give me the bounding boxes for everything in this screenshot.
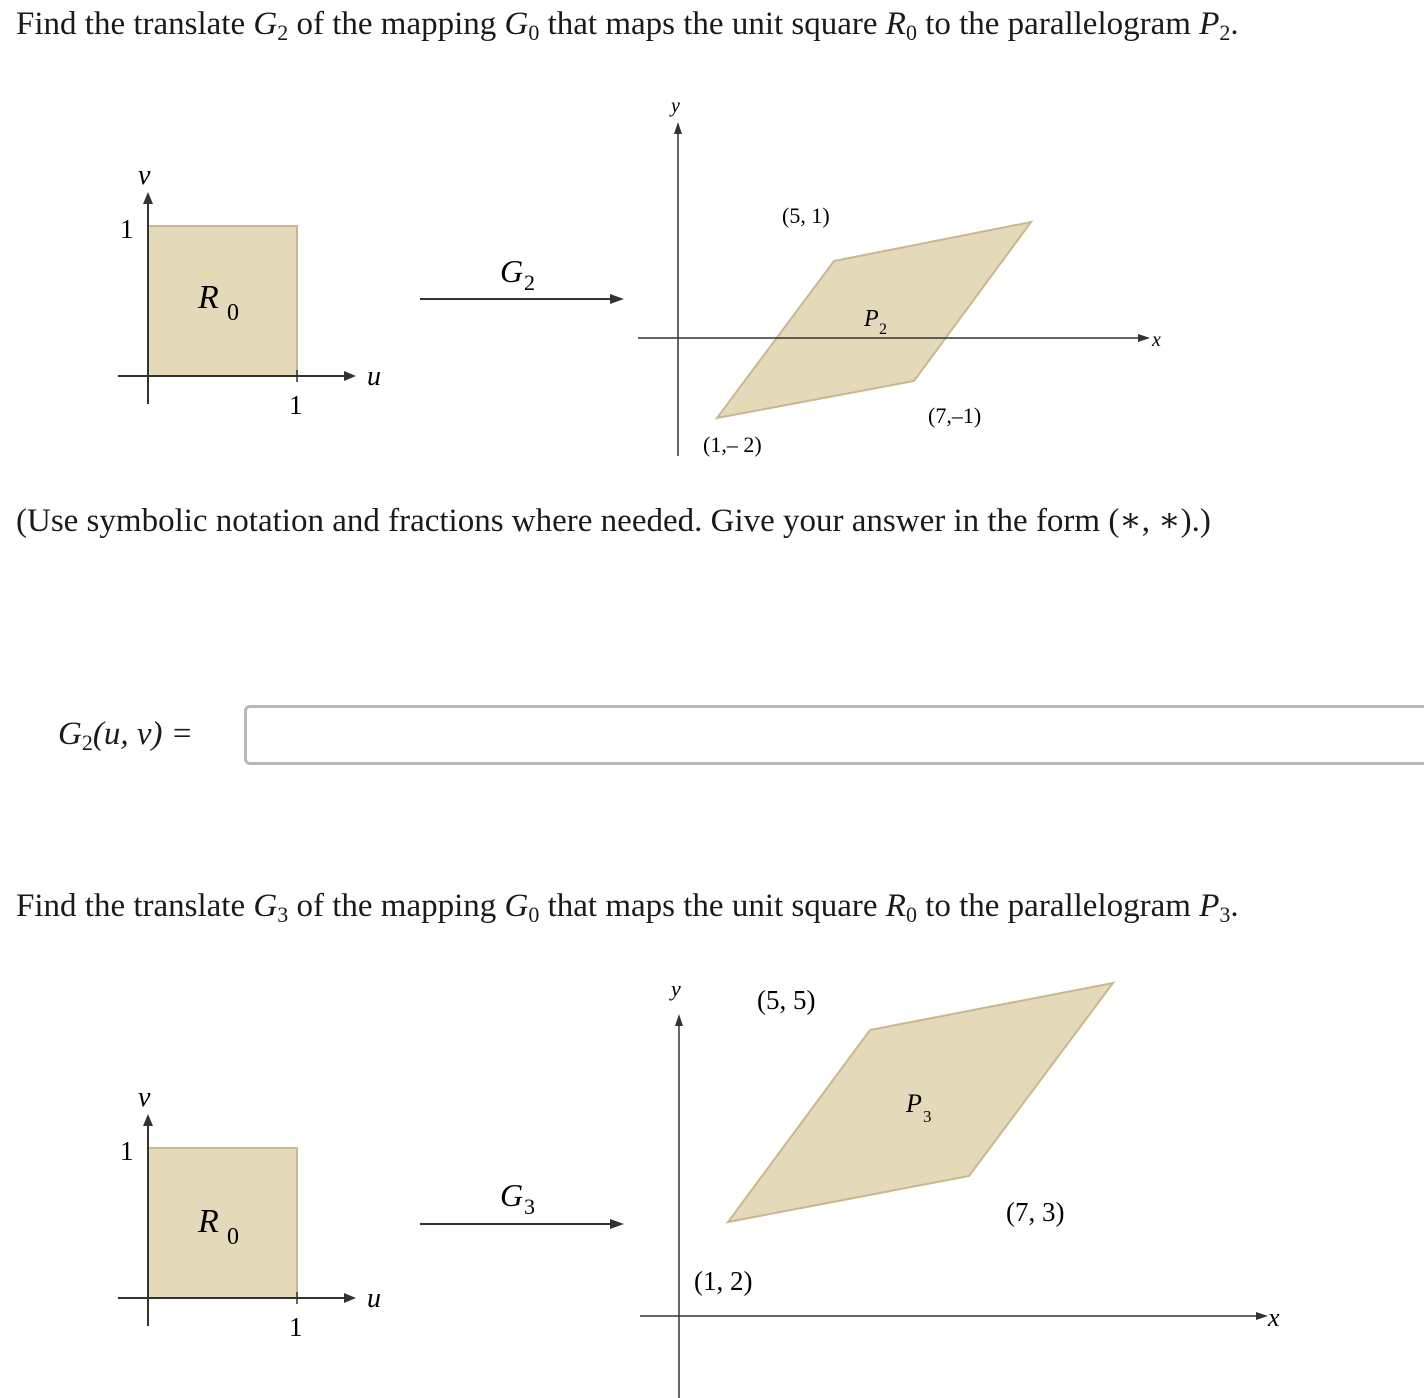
answer-g-subscript: 2 <box>81 730 93 755</box>
p-symbol: P <box>1199 6 1220 42</box>
square-label-subscript: 0 <box>227 300 239 326</box>
r-symbol: R <box>885 6 906 42</box>
question-text: of the mapping <box>288 888 505 924</box>
unit-square-plot <box>118 1082 381 1342</box>
vertex-label-bottom: (1,– 2) <box>703 432 762 457</box>
v-axis-arrow-icon <box>143 192 153 204</box>
p-symbol: P <box>1199 888 1220 924</box>
unit-square <box>148 226 297 376</box>
x-axis-arrow-icon <box>1138 334 1150 342</box>
mapping-arrow <box>420 1177 624 1229</box>
mapping-label: G <box>500 253 524 289</box>
vertex-label-right: (7,–1) <box>928 403 982 428</box>
v-tick-label: 1 <box>120 214 134 244</box>
question-text: . <box>1230 6 1239 42</box>
square-label: R <box>198 279 219 316</box>
r-symbol: R <box>885 888 906 924</box>
mapping-arrow <box>420 253 624 304</box>
question-text: Find the translate <box>16 888 254 924</box>
u-tick-label: 1 <box>289 390 303 420</box>
g-symbol: G <box>253 6 278 42</box>
question-text: of the mapping <box>288 6 505 42</box>
u-axis-arrow-icon <box>344 1293 356 1303</box>
u-tick-label: 1 <box>289 1312 303 1342</box>
g0-symbol: G <box>504 888 529 924</box>
v-axis-label: v <box>138 1082 151 1113</box>
figure-2 <box>0 960 1424 1398</box>
p-subscript: 2 <box>1219 20 1231 45</box>
x-axis-label: x <box>1152 329 1161 351</box>
g0-symbol: G <box>504 6 529 42</box>
parallelogram-label-subscript: 3 <box>923 1107 932 1126</box>
y-axis-arrow-icon <box>675 1014 683 1026</box>
question-2 <box>16 888 1239 925</box>
question-text: that maps the unit square <box>539 888 886 924</box>
arrow-right-icon <box>610 1219 624 1229</box>
answer-label <box>58 716 193 753</box>
v-tick-label: 1 <box>120 1136 134 1166</box>
r-subscript: 0 <box>905 902 917 927</box>
vertex-label-bottom: (1, 2) <box>694 1266 753 1296</box>
arrow-right-icon <box>610 294 624 304</box>
xy-plot <box>638 95 1161 457</box>
y-axis-label: y <box>671 95 680 117</box>
question-text: to the parallelogram <box>916 888 1200 924</box>
unit-square-plot <box>118 160 381 420</box>
g-symbol: G <box>253 888 278 924</box>
x-axis-label: x <box>1268 1303 1280 1332</box>
square-label-subscript: 0 <box>227 1224 239 1250</box>
figure-1 <box>0 80 1424 470</box>
answer-args: (u, v) = <box>92 716 193 752</box>
v-axis-label: v <box>138 160 151 191</box>
x-axis-arrow-icon <box>1256 1312 1268 1320</box>
v-axis-arrow-icon <box>143 1114 153 1126</box>
instruction-text: (Use symbolic notation and fractions where needed. Give your answer in the form (∗, ∗).) <box>16 503 1211 539</box>
question-text: Find the translate <box>16 6 254 42</box>
u-axis-arrow-icon <box>344 371 356 381</box>
square-label: R <box>198 1203 219 1240</box>
g0-subscript: 0 <box>528 902 540 927</box>
parallelogram-label: P <box>864 306 879 332</box>
mapping-label: G <box>500 1177 524 1213</box>
unit-square <box>148 1148 297 1298</box>
g-subscript: 2 <box>277 20 289 45</box>
p-subscript: 3 <box>1219 902 1231 927</box>
u-axis-label: u <box>367 361 381 392</box>
xy-plot <box>640 976 1280 1398</box>
answer-g-symbol: G <box>58 716 82 752</box>
y-axis-arrow-icon <box>674 122 682 134</box>
question-text: to the parallelogram <box>916 6 1200 42</box>
question-1 <box>16 6 1239 43</box>
vertex-label-top: (5, 5) <box>757 985 816 1015</box>
answer-input[interactable] <box>244 705 1424 765</box>
vertex-label-right: (7, 3) <box>1006 1197 1065 1227</box>
u-axis-label: u <box>367 1283 381 1314</box>
r-subscript: 0 <box>905 20 917 45</box>
mapping-label-subscript: 2 <box>524 270 535 295</box>
question-text: that maps the unit square <box>539 6 886 42</box>
parallelogram-label: P <box>906 1089 922 1118</box>
y-axis-label: y <box>671 976 681 1001</box>
parallelogram-label-subscript: 2 <box>879 321 887 338</box>
g-subscript: 3 <box>277 902 289 927</box>
mapping-label-subscript: 3 <box>524 1194 535 1219</box>
g0-subscript: 0 <box>528 20 540 45</box>
question-text: . <box>1230 888 1239 924</box>
vertex-label-top: (5, 1) <box>782 203 830 228</box>
